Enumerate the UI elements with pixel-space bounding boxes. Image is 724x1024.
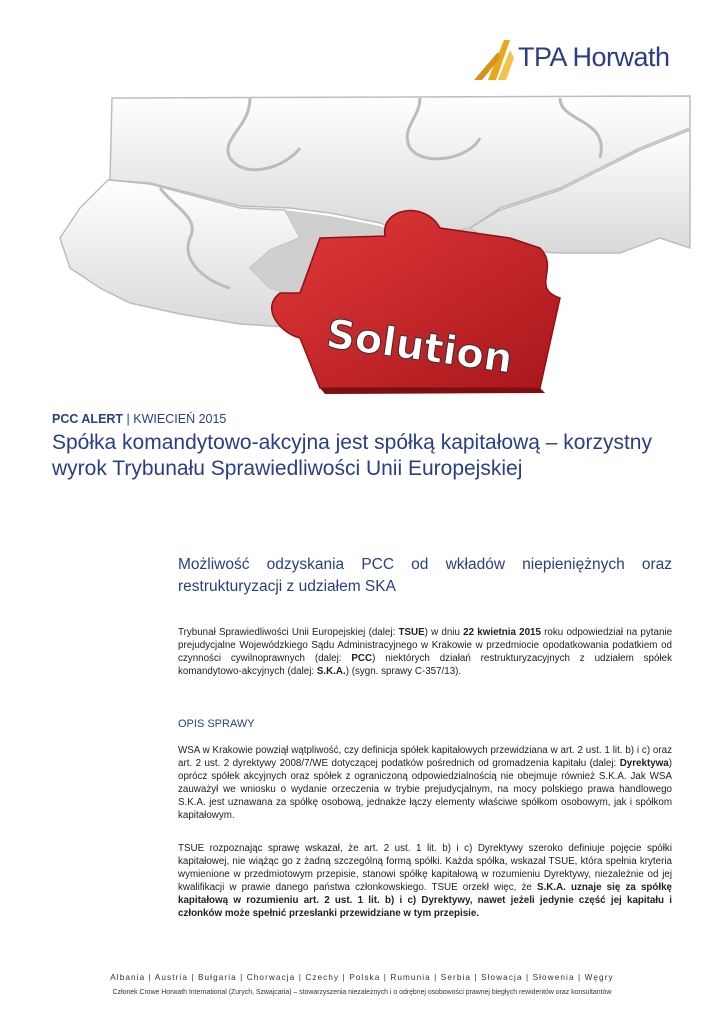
brand-name: TPA Horwath xyxy=(518,42,670,72)
alert-date: KWIECIEŃ 2015 xyxy=(133,412,227,426)
intro-paragraph: Trybunał Sprawiedliwości Unii Europejskiej (dalej: TSUE) w dniu 22 kwietnia 2015 roku odpowiedział na pytanie prejudycjalne Wojewódzkiego Sądu Administracyjnego w Krakowie w przedmiocie opodatkowania podatkiem od czynności cywilnoprawnych (dalej: PCC) niektórych działań restrukturyzacyjnych z udziałem spółek komandytowo-akcyjnych (dalej: S.K.A.) (sygn. sprawy C-357/13). xyxy=(178,627,673,677)
case-paragraph-2: TSUE rozpoznając sprawę wskazał, że art. 2 ust. 1 lit. b) i c) Dyrektywy szeroko definiuje pojęcie spółki kapitałowej, nie wiążąc go z żadną szczególną formą spółki. Każda spółka, wskazał TSUE, która spełnia kryteria wymienione w przedmiotowym przepisie, stanowi spółkę kapitałową w rozumieniu Dyrektywy, niezależnie od jej kwalifikacji w prawie danego państwa członkowskiego. TSUE orzekł więc, że S.K.A. uznaje się za spółkę kapitałową w rozumieniu art. 2 ust. 1 lit. b) i c) Dyrektywy, nawet jeżeli jedynie część jej kapitału i członków może spełnić przesłanki przewidziane w tym przepisie. xyxy=(178,843,672,919)
section-heading: OPIS SPRAWY xyxy=(178,718,255,730)
solution-label: Solution xyxy=(323,311,516,383)
alert-line xyxy=(52,412,226,426)
logo-mark-icon xyxy=(474,40,514,80)
footer-membership-note: Członek Crowe Horwath International (Zurych, Szwajcaria) – stowarzyszenia niezależnych i o odrębnej osobowości prawnej biegłych rewidentów oraz konsultantów xyxy=(112,989,612,996)
alert-label: PCC ALERT xyxy=(52,412,124,426)
case-paragraph-1: WSA w Krakowie powziął wątpliwość, czy definicja spółek kapitałowych przewidziana w art. 2 ust. 1 lit. b) i c) oraz art. 2 ust. 2 dyrektywy 2008/7/WE dotyczącej podatków pośrednich od gromadzenia kapitału (dalej: Dyrektywa) oprócz spółek akcyjnych oraz spółek z ograniczoną odpowiedzialnością nie obejmuje również S.K.A. Jak WSA zauważył we wniosku o wydanie orzeczenia w trybie prejudycjalnym, na mocy polskiego prawa handlowego S.K.A. jest uznawana za spółkę osobową, jednakże łączy elementy właściwe spółkom osobowym, jak i spółkom kapitałowym. xyxy=(178,745,672,821)
footer-countries: Albania | Austria | Bułgaria | Chorwacja | Czechy | Polska | Rumunia | Serbia | Słowacja | Słowenia | Węgry xyxy=(110,973,614,982)
page-subtitle: Możliwość odzyskania PCC od wkładów niepieniężnych oraz restrukturyzacji z udziałem SKA xyxy=(178,556,672,595)
alert-separator: | xyxy=(123,412,134,426)
puzzle-pieces-illustration xyxy=(0,88,724,400)
page-title: Spółka komandytowo-akcyjna jest spółką kapitałową – korzystny wyrok Trybunału Sprawiedliwości Unii Europejskiej xyxy=(52,431,652,480)
